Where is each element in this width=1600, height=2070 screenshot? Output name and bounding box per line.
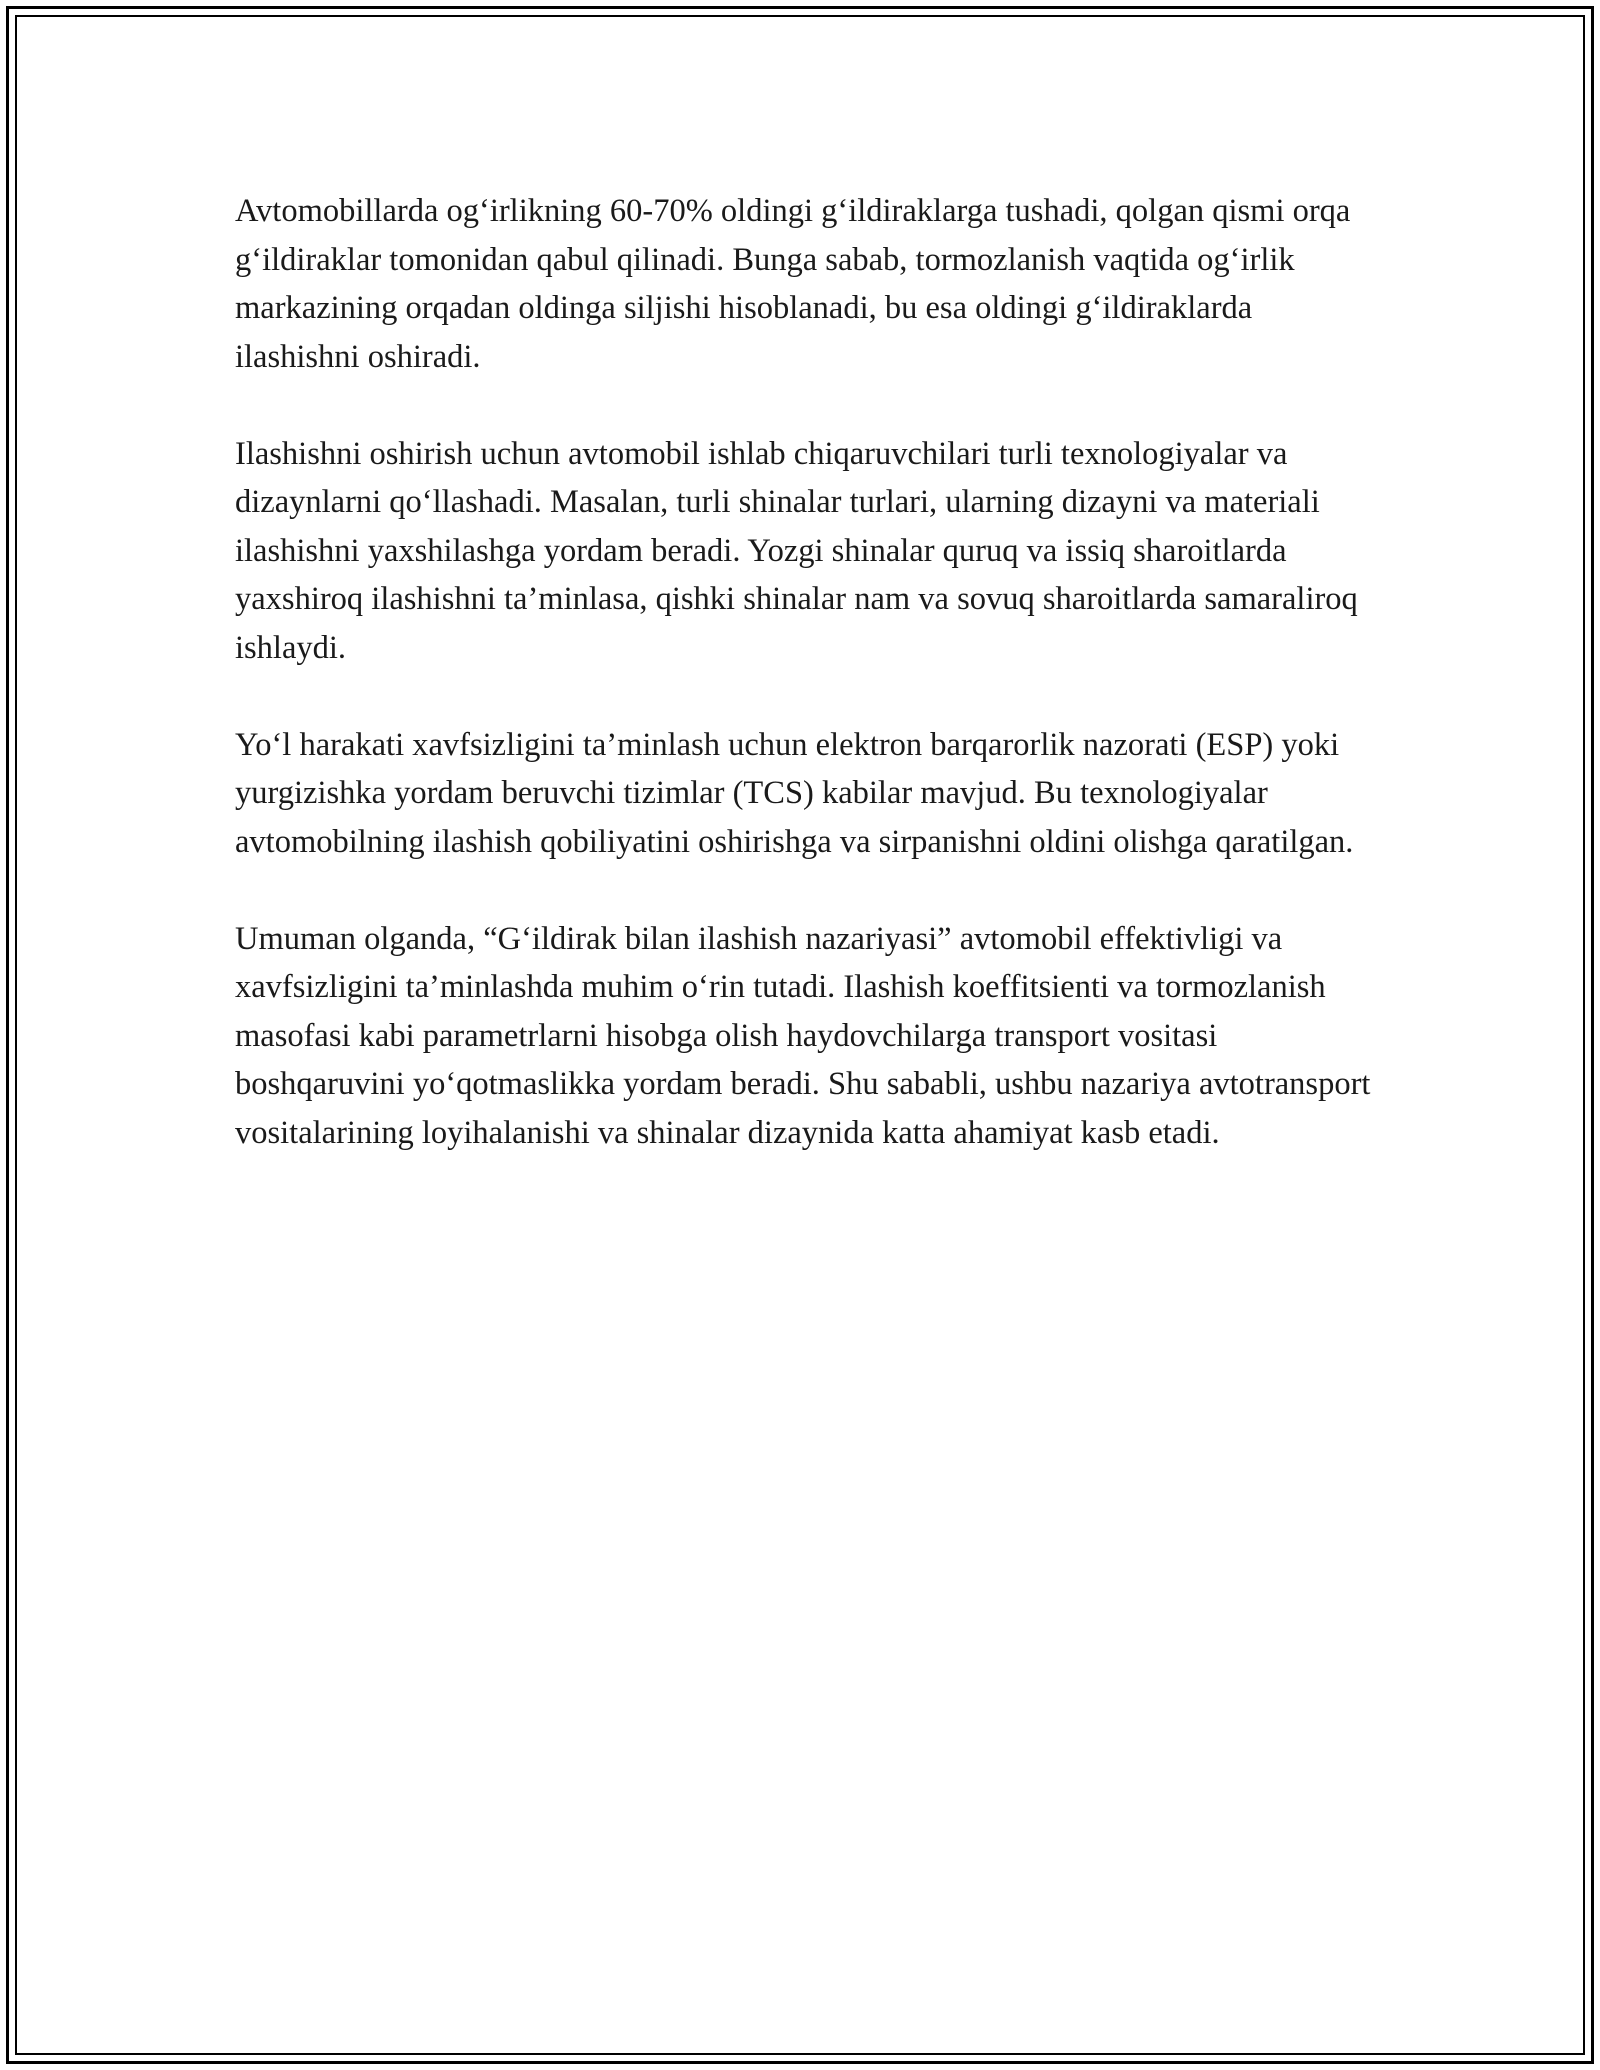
paragraph-weight-distribution: Avtomobillarda og‘irlikning 60-70% oldingi g‘ildiraklarga tushadi, qolgan qismi orqa g‘ildiraklar tomonidan qabul qilinadi. Bunga sabab, tormozlanish vaqtida og‘irlik markazining orqadan oldinga siljishi hisoblanadi, bu esa oldingi g‘ildiraklarda ilashishni oshiradi. bbox=[235, 193, 1351, 375]
paragraph-traction-technologies: Ilashishni oshirish uchun avtomobil ishlab chiqaruvchilari turli texnologiyalar va dizaynlarni qo‘llashadi. Masalan, turli shinalar turlari, ularning dizayni va materiali ilashishni yaxshilashga yordam beradi. Yozgi shinalar quruq va issiq sharoitlarda yaxshiroq ilashishni ta’minlasa, qishki shinalar nam va sovuq sharoitlarda samaraliroq ishlaydi. bbox=[235, 435, 1358, 666]
paragraph-safety-systems: Yo‘l harakati xavfsizligini ta’minlash uchun elektron barqarorlik nazorati (ESP) yoki yurgizishka yordam beruvchi tizimlar (TCS) kabilar mavjud. Bu texnologiyalar avtomobilning ilashish qobiliyatini oshirishga va sirpanishni oldini olishga qaratilgan. bbox=[235, 726, 1354, 860]
document-body bbox=[235, 187, 1375, 1206]
paragraph-conclusion: Umuman olganda, “G‘ildirak bilan ilashish nazariyasi” avtomobil effektivligi va xavfsizligini ta’minlashda muhim o‘rin tutadi. Ilashish koeffitsienti va tormozlanish masofasi kabi parametrlarni hisobga olish haydovchilarga transport vositasi boshqaruvini yo‘qotmaslikka yordam beradi. Shu sababli, ushbu nazariya avtotransport vositalarining loyihalanishi va shinalar dizaynida katta ahamiyat kasb etadi. bbox=[235, 920, 1371, 1151]
